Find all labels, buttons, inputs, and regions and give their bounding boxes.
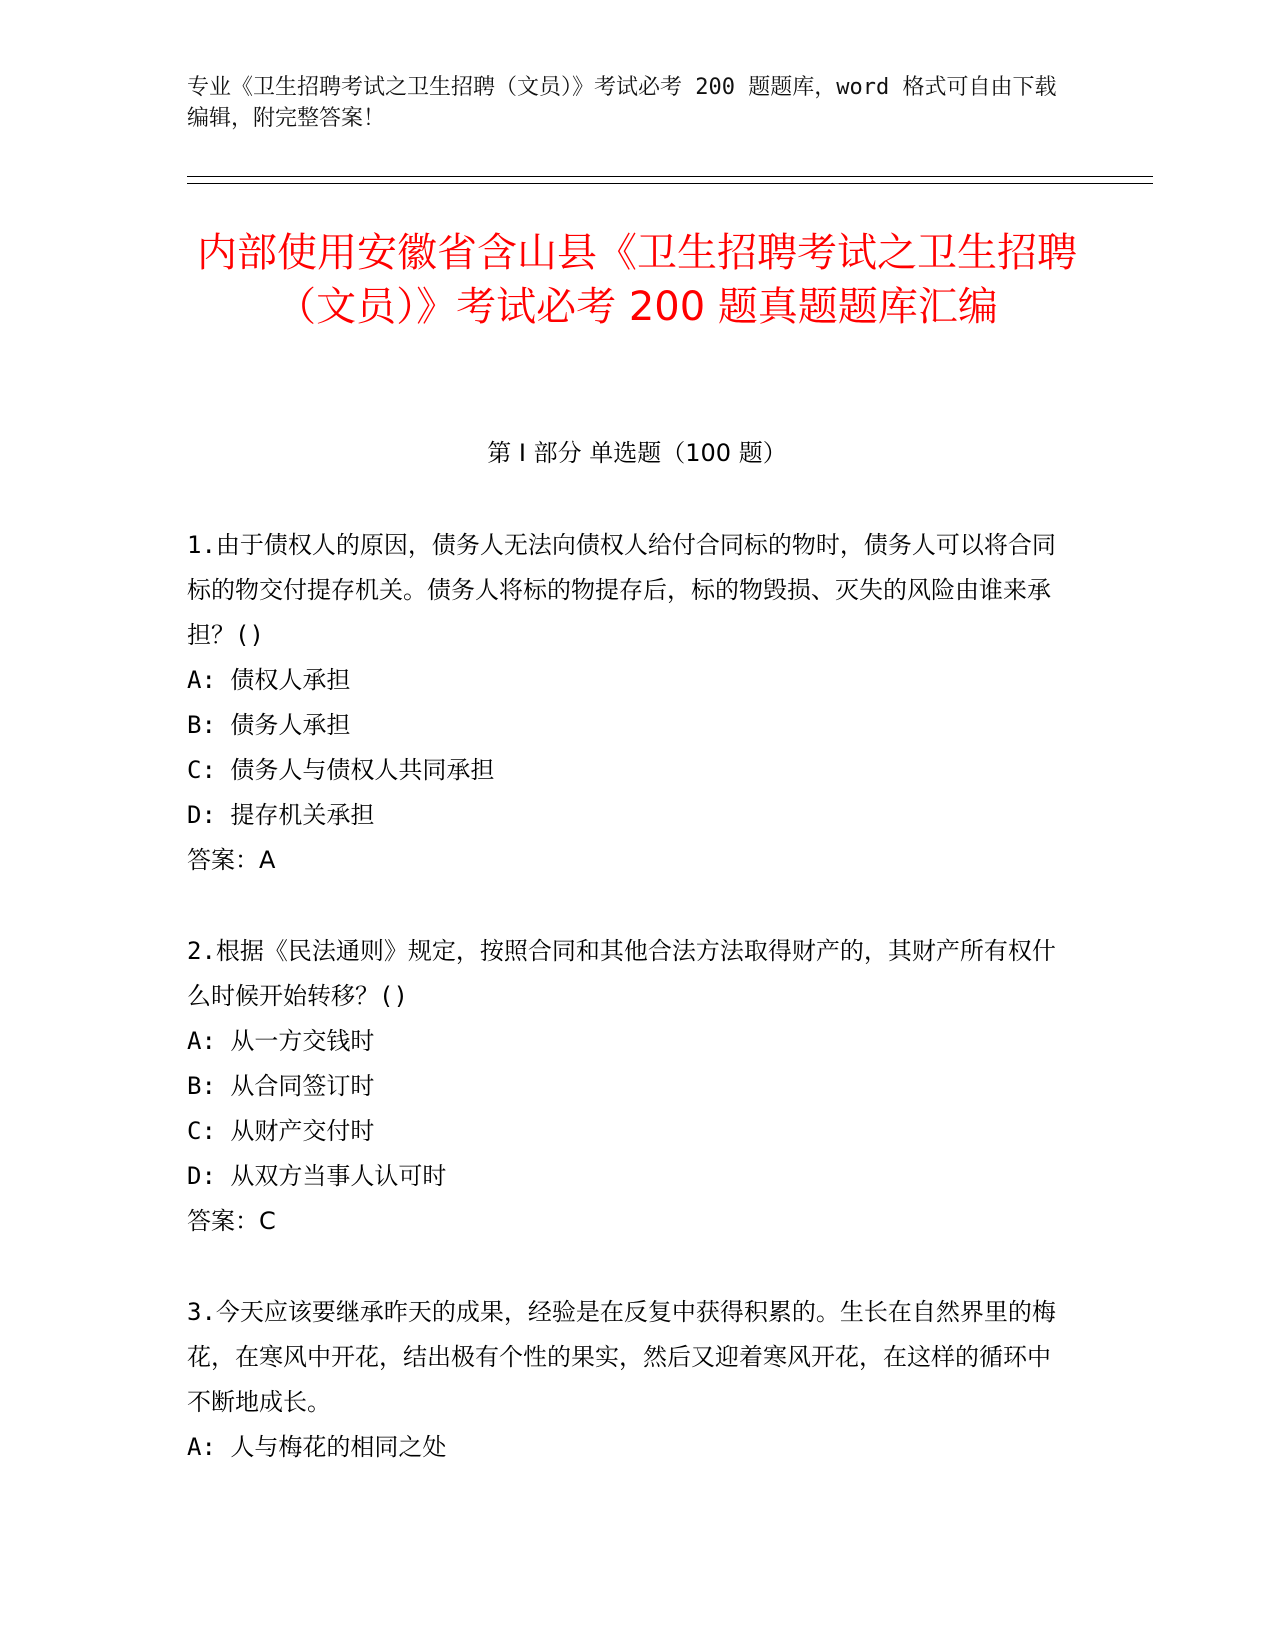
option-d: D: 从双方当事人认可时: [187, 1162, 447, 1190]
question-2: [187, 929, 1067, 1244]
question-stem: 3.今天应该要继承昨天的成果，经验是在反复中获得积累的。生长在自然界里的梅花，在寒风中开花，结出极有个性的果实，然后又迎着寒风开花，在这样的循环中不断地成长。: [187, 1298, 1056, 1416]
option-c: C: 从财产交付时: [187, 1117, 375, 1145]
question-stem: 1.由于债权人的原因，债务人无法向债权人给付合同标的物时，债务人可以将合同标的物交付提存机关。债务人将标的物提存后，标的物毁损、灭失的风险由谁来承担？(): [187, 531, 1056, 649]
document-title: 内部使用安徽省含山县《卫生招聘考试之卫生招聘（文员）》考试必考 200 题真题题库汇编: [197, 230, 1077, 330]
header-rule-bottom: [187, 183, 1153, 184]
answer: 答案：C: [187, 1207, 276, 1235]
option-a: A: 债权人承担: [187, 666, 351, 694]
header-rule-top: [187, 176, 1153, 177]
option-c: C: 债务人与债权人共同承担: [187, 756, 495, 784]
header-note: 专业《卫生招聘考试之卫生招聘（文员）》考试必考 200 题题库，word 格式可自由下载编辑，附完整答案！: [187, 75, 1057, 131]
section-title: 第 I 部分 单选题（100 题）: [487, 439, 787, 467]
question-stem: 2.根据《民法通则》规定，按照合同和其他合法方法取得财产的，其财产所有权什么时候开始转移？(): [187, 937, 1056, 1010]
question-1: [187, 523, 1067, 883]
question-3: [187, 1290, 1067, 1470]
option-a: A: 从一方交钱时: [187, 1027, 375, 1055]
option-b: B: 债务人承担: [187, 711, 351, 739]
option-b: B: 从合同签订时: [187, 1072, 375, 1100]
answer: 答案：A: [187, 846, 276, 874]
option-a: A: 人与梅花的相同之处: [187, 1433, 447, 1461]
option-d: D: 提存机关承担: [187, 801, 375, 829]
